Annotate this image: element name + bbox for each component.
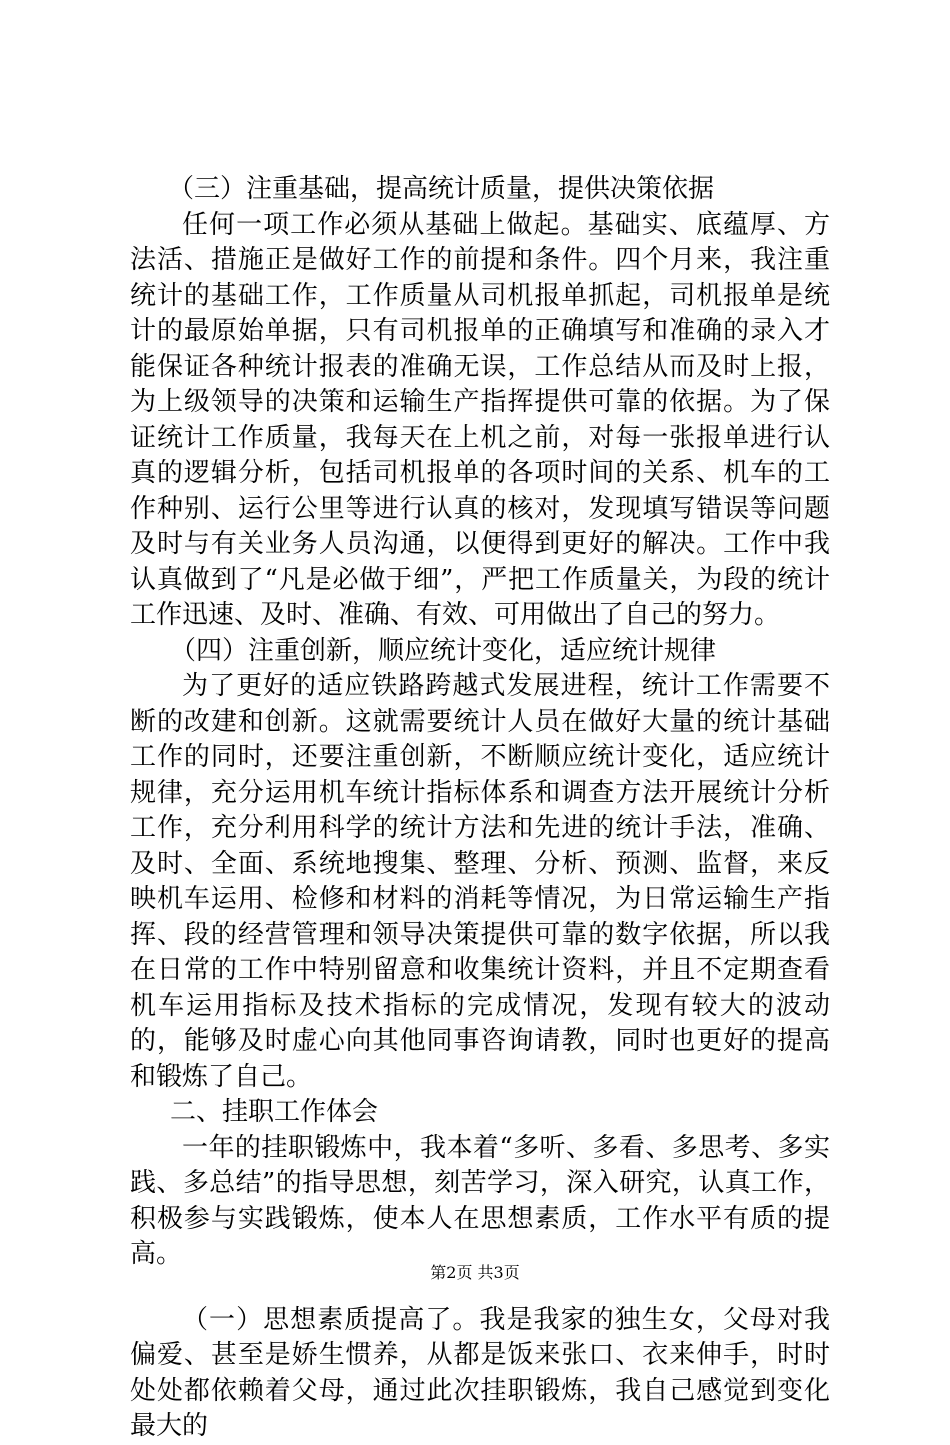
page-number: 第2页 共3页 [430, 1263, 520, 1282]
paragraph-one: （一）思想素质提高了。我是我家的独生女，父母对我偏爱、甚至是娇生惯养，从都是饭来张口、衣来伸手，时时处处都依赖着父母，通过此次挂职锻炼，我自己感觉到变化最大的 [130, 1304, 830, 1441]
paragraph-3: 任何一项工作必须从基础上做起。基础实、底蕴厚、方法活、措施正是做好工作的前提和条件。四个月来，我注重统计的基础工作，工作质量从司机报单抓起，司机报单是统计的最原始单据，只有司机报单的正确填写和准确的录入才能保证各种统计报表的准确无误，工作总结从而及时上报，为上级领导的决策和运输生产指挥提供可靠的依据。为了保证统计工作质量，我每天在上机之前，对每一张报单进行认真的逻辑分析，包括司机报单的各项时间的关系、机车的工作种别、运行公里等进行认真的核对，发现填写错误等问题及时与有关业务人员沟通，以便得到更好的解决。工作中我认真做到了“凡是必做于细”，严把工作质量关，为段的统计工作迅速、及时、准确、有效、可用做出了自己的努力。 [130, 209, 830, 630]
section-heading-3: （三）注重基础，提高统计质量，提供决策依据 [168, 174, 715, 204]
section-heading-two: 二、挂职工作体会 [170, 1097, 379, 1127]
paragraph-two: 一年的挂职锻炼中，我本着“多听、多看、多思考、多实践、多总结”的指导思想，刻苦学习，深入研究，认真工作，积极参与实践锻炼，使本人在思想素质，工作水平有质的提高。 [130, 1132, 830, 1269]
section-heading-4: （四）注重创新，顺应统计变化，适应统计规律 [170, 635, 717, 666]
paragraph-4: 为了更好的适应铁路跨越式发展进程，统计工作需要不断的改建和创新。这就需要统计人员在做好大量的统计基础工作的同时，还要注重创新，不断顺应统计变化，适应统计规律，充分运用机车统计指标体系和调查方法开展统计分析工作，充分利用科学的统计方法和先进的统计手法，准确、及时、全面、系统地搜集、整理、分析、预测、监督，来反映机车运用、检修和材料的消耗等情况，为日常运输生产指挥、段的经营管理和领导决策提供可靠的数字依据，所以我在日常的工作中特别留意和收集统计资料，并且不定期查看机车运用指标及技术指标的完成情况，发现有较大的波动的，能够及时虚心向其他同事咨询请教，同时也更好的提高和锻炼了自己。 [130, 671, 830, 1092]
document-body [130, 172, 830, 1445]
